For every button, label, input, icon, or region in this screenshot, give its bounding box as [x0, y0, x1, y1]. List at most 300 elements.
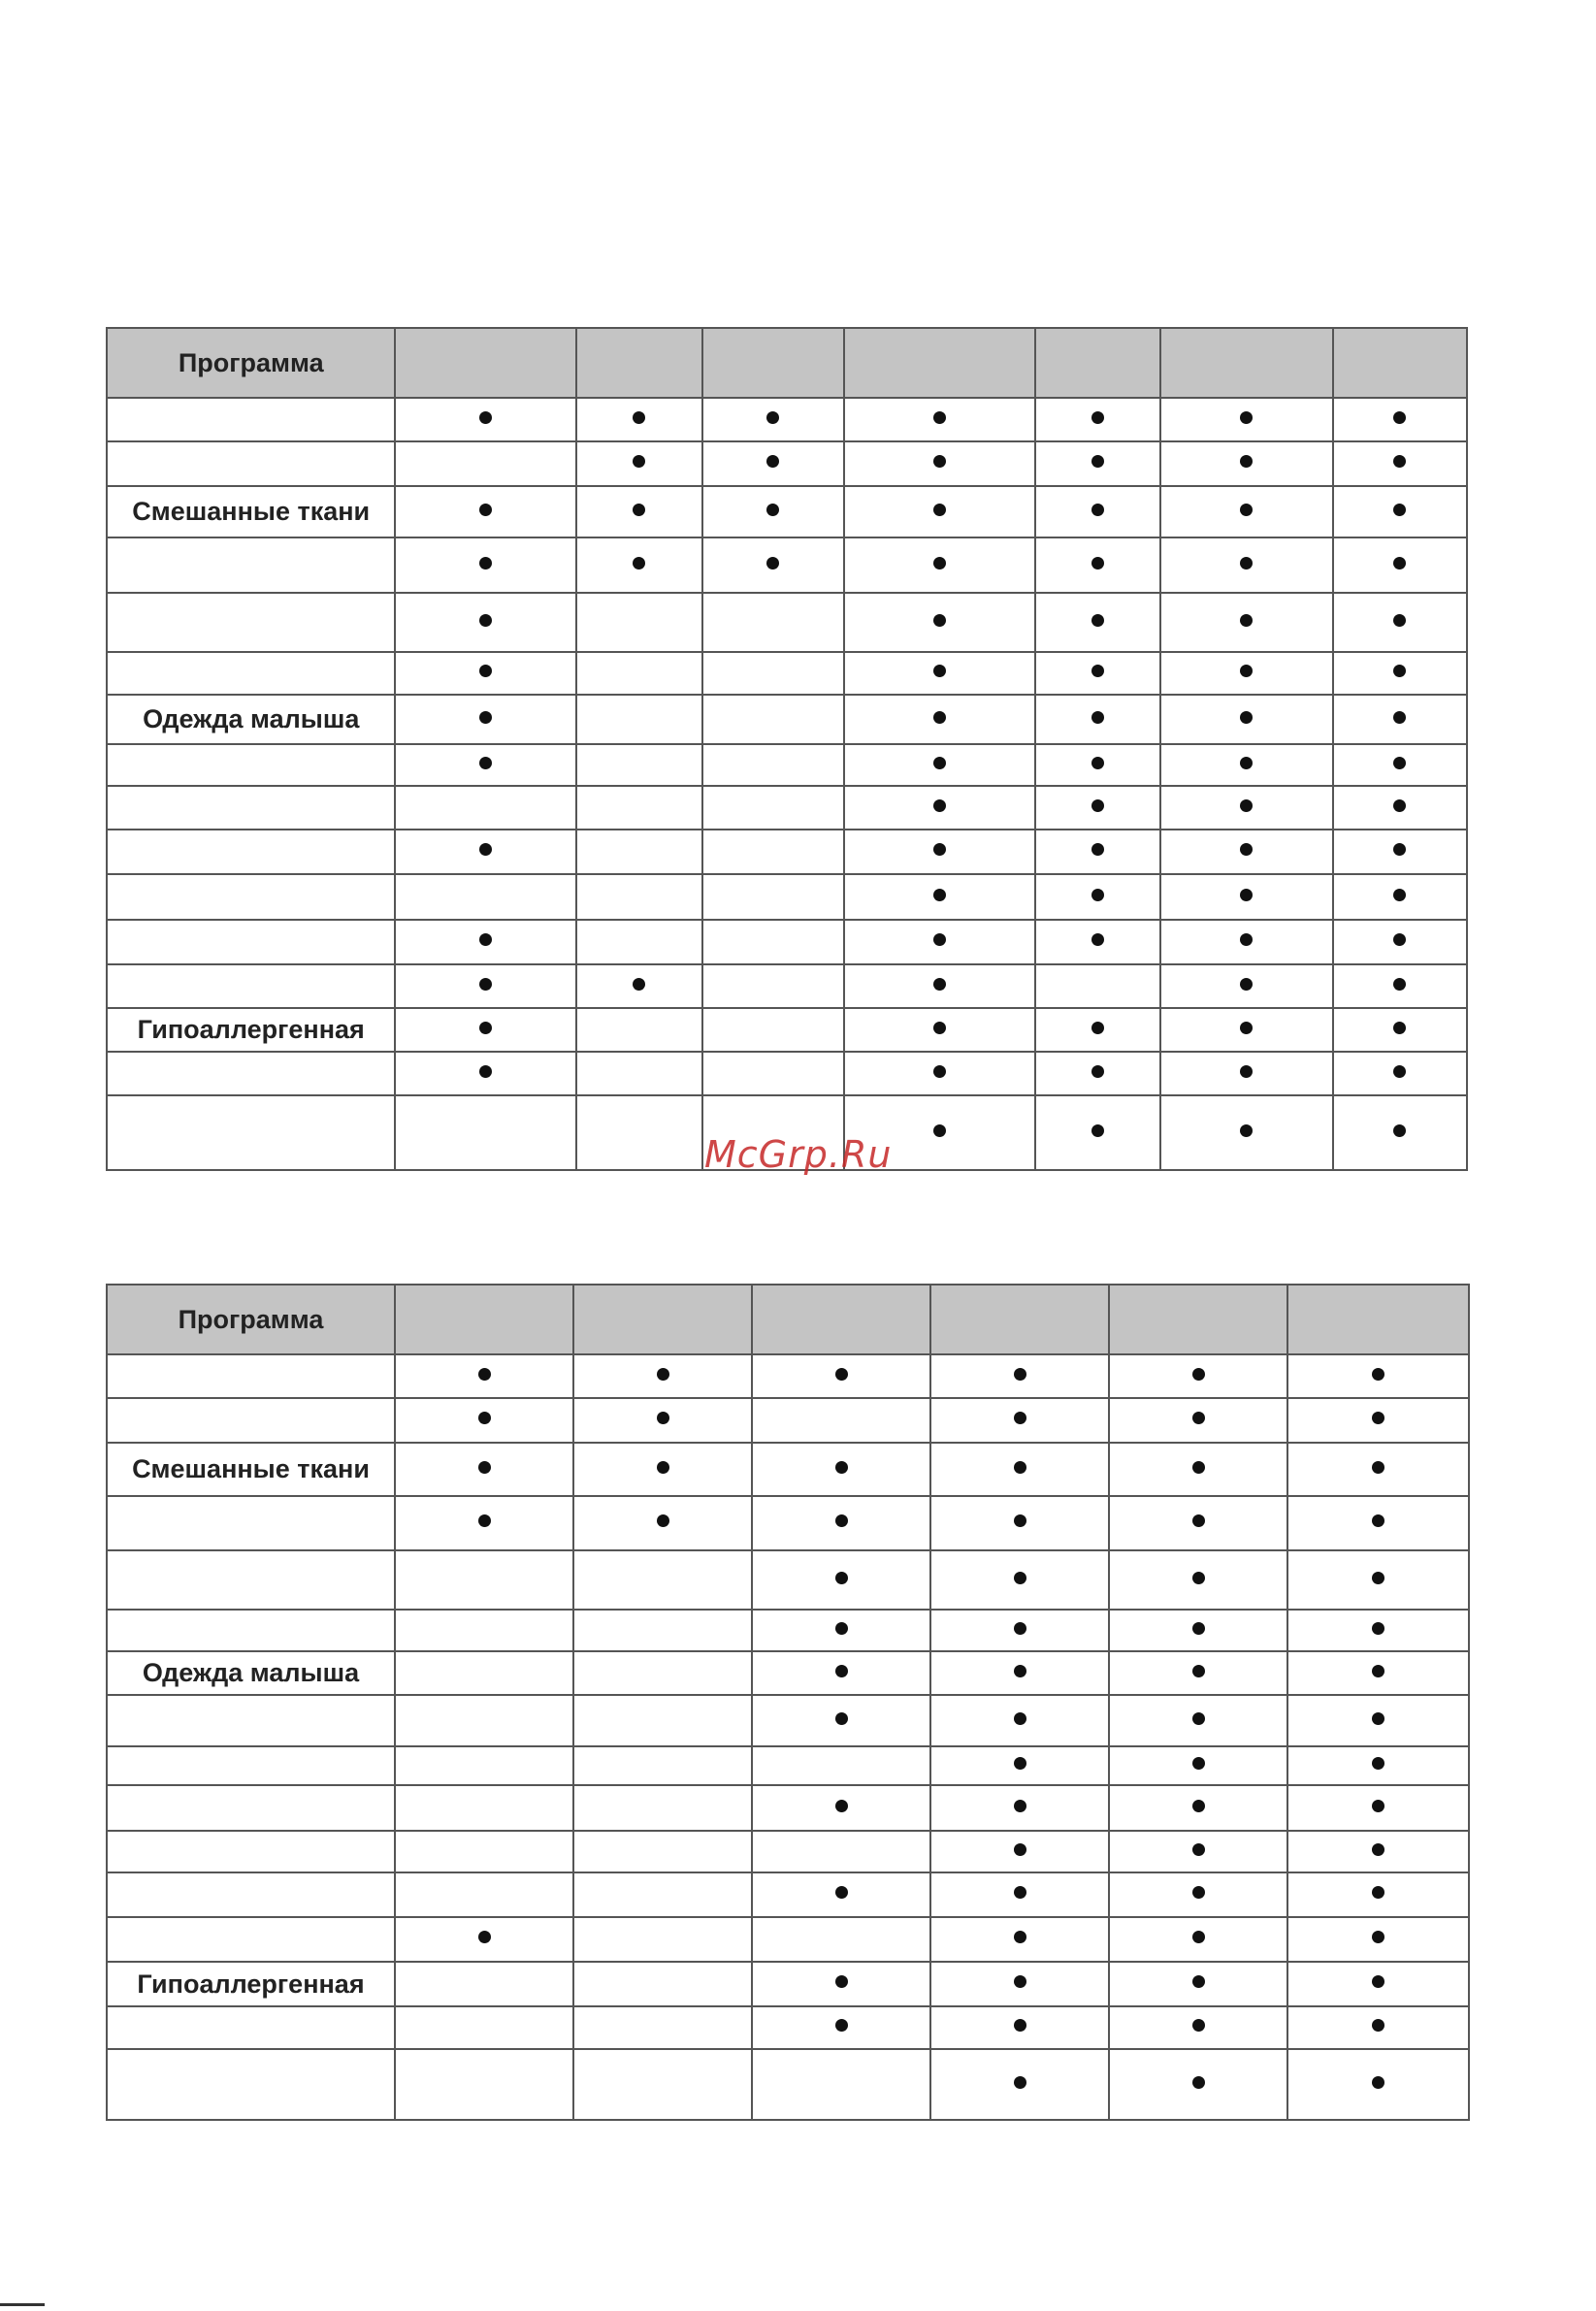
table-cell [1035, 398, 1159, 441]
table-cell [1109, 1872, 1287, 1917]
bullet-mark [479, 614, 492, 627]
table-cell [1109, 1746, 1287, 1785]
bullet-mark [1240, 757, 1253, 769]
table-cell [573, 1872, 752, 1917]
column-header-5 [1109, 1285, 1287, 1354]
table-cell [844, 920, 1035, 964]
bullet-mark [1014, 1514, 1026, 1527]
table-cell [702, 830, 844, 874]
table-row [107, 830, 1467, 874]
table-cell [395, 1008, 575, 1052]
table-cell [1035, 593, 1159, 652]
table-cell [844, 593, 1035, 652]
table-cell [1287, 1550, 1469, 1610]
program-name [107, 1052, 395, 1095]
bullet-mark [1240, 455, 1253, 468]
table-cell [752, 1785, 930, 1831]
bullet-mark [1372, 1843, 1384, 1856]
table-cell [573, 1831, 752, 1872]
bullet-mark [479, 557, 492, 570]
program-table-2 [106, 1284, 1470, 2121]
table-row [107, 1872, 1469, 1917]
table-cell [395, 652, 575, 695]
table-cell [1333, 398, 1467, 441]
table-cell [1333, 1008, 1467, 1052]
table-cell [395, 1695, 573, 1746]
table-row [107, 441, 1467, 486]
bullet-mark [478, 1931, 491, 1943]
program-name [107, 1695, 395, 1746]
column-header-2 [573, 1285, 752, 1354]
program-name [107, 964, 395, 1008]
program-name [107, 1398, 395, 1443]
table-row [107, 1962, 1469, 2006]
table-cell [752, 1354, 930, 1398]
table-cell [1287, 1785, 1469, 1831]
table-cell [1333, 920, 1467, 964]
bullet-mark [1014, 1572, 1026, 1584]
table-cell [1287, 1872, 1469, 1917]
bullet-mark [1372, 1975, 1384, 1988]
bullet-mark [1014, 2019, 1026, 2032]
table-cell [844, 830, 1035, 874]
table-cell [395, 486, 575, 537]
table-cell [930, 1746, 1109, 1785]
table-cell [844, 744, 1035, 786]
bullet-mark [478, 1368, 491, 1381]
table-cell [702, 920, 844, 964]
bullet-mark [1014, 2076, 1026, 2089]
bullet-mark [1192, 1461, 1205, 1474]
table-cell [1035, 1008, 1159, 1052]
bullet-mark [933, 504, 946, 516]
table-row [107, 398, 1467, 441]
bullet-mark [933, 1022, 946, 1034]
bullet-mark [1014, 1461, 1026, 1474]
bullet-mark [1393, 411, 1406, 424]
program-name [107, 441, 395, 486]
bullet-mark [1372, 2019, 1384, 2032]
bullet-mark [1372, 1931, 1384, 1943]
table-cell [1287, 2006, 1469, 2049]
bullet-mark [1192, 1412, 1205, 1424]
table-cell [573, 1962, 752, 2006]
column-header-program: Программа [107, 328, 395, 398]
column-header-5 [1035, 328, 1159, 398]
table-cell [1109, 1550, 1287, 1610]
bullet-mark [835, 1572, 848, 1584]
table-cell [1287, 1496, 1469, 1550]
bullet-mark [933, 614, 946, 627]
page-edge-mark [0, 2303, 45, 2306]
table-row [107, 593, 1467, 652]
table-row [107, 1496, 1469, 1550]
bullet-mark [1091, 757, 1104, 769]
bullet-mark [478, 1412, 491, 1424]
bullet-mark [1014, 1712, 1026, 1725]
bullet-mark [1240, 411, 1253, 424]
column-header-2 [576, 328, 702, 398]
table-cell [930, 2006, 1109, 2049]
bullet-mark [1372, 1514, 1384, 1527]
table-cell [395, 593, 575, 652]
table-cell [1287, 1354, 1469, 1398]
table-row [107, 1354, 1469, 1398]
bullet-mark [1192, 1572, 1205, 1584]
bullet-mark [1393, 799, 1406, 812]
table-cell [1035, 537, 1159, 593]
bullet-mark [835, 1461, 848, 1474]
table-cell [1333, 1095, 1467, 1170]
table-cell [395, 1917, 573, 1962]
program-name [107, 537, 395, 593]
table-cell [1333, 652, 1467, 695]
table-cell [844, 695, 1035, 744]
table-cell [1287, 2049, 1469, 2120]
table-cell [395, 1398, 573, 1443]
bullet-mark [1240, 1022, 1253, 1034]
bullet-mark [1393, 455, 1406, 468]
table-cell [395, 1831, 573, 1872]
table-cell [395, 1443, 573, 1496]
table-cell [752, 1610, 930, 1651]
table-row [107, 2006, 1469, 2049]
program-name [107, 2006, 395, 2049]
bullet-mark [1091, 557, 1104, 570]
bullet-mark [835, 1712, 848, 1725]
program-name [107, 1917, 395, 1962]
bullet-mark [1091, 411, 1104, 424]
program-name [107, 2049, 395, 2120]
table-cell [1160, 920, 1333, 964]
table-cell [395, 2049, 573, 2120]
table-cell [1333, 964, 1467, 1008]
bullet-mark [1393, 1124, 1406, 1137]
program-name: Смешанные ткани [107, 1443, 395, 1496]
bullet-mark [1372, 1800, 1384, 1812]
bullet-mark [1393, 1022, 1406, 1034]
table-cell [1160, 1095, 1333, 1170]
table-cell [1333, 830, 1467, 874]
table-cell [395, 537, 575, 593]
table-cell [702, 874, 844, 920]
table-cell [1109, 1962, 1287, 2006]
bullet-mark [1091, 933, 1104, 946]
program-name [107, 1831, 395, 1872]
bullet-mark [933, 1065, 946, 1078]
bullet-mark [657, 1461, 669, 1474]
table-cell [1035, 786, 1159, 830]
bullet-mark [1393, 757, 1406, 769]
bullet-mark [1240, 843, 1253, 856]
bullet-mark [478, 1514, 491, 1527]
table-cell [752, 1443, 930, 1496]
table-row [107, 744, 1467, 786]
bullet-mark [1014, 1412, 1026, 1424]
table-cell [395, 964, 575, 1008]
bullet-mark [1014, 1843, 1026, 1856]
table-cell [844, 1052, 1035, 1095]
bullet-mark [1091, 504, 1104, 516]
table-row [107, 1008, 1467, 1052]
bullet-mark [1192, 1757, 1205, 1770]
table-cell [1287, 1651, 1469, 1695]
table-cell [930, 1496, 1109, 1550]
table-cell [576, 786, 702, 830]
table-cell [395, 830, 575, 874]
bullet-mark [1393, 843, 1406, 856]
bullet-mark [1372, 1368, 1384, 1381]
bullet-mark [1393, 933, 1406, 946]
table-cell [1287, 1917, 1469, 1962]
bullet-mark [1014, 1368, 1026, 1381]
bullet-mark [766, 504, 779, 516]
bullet-mark [657, 1412, 669, 1424]
table-cell [395, 920, 575, 964]
table-cell [1035, 1095, 1159, 1170]
table-cell [1109, 1831, 1287, 1872]
table-cell [752, 1550, 930, 1610]
table-cell [930, 1831, 1109, 1872]
table-cell [1109, 1496, 1287, 1550]
watermark: McGrp.Ru [704, 1133, 893, 1176]
bullet-mark [1192, 1931, 1205, 1943]
table-cell [930, 1398, 1109, 1443]
table-row [107, 652, 1467, 695]
column-header-6 [1160, 328, 1333, 398]
table-cell [844, 874, 1035, 920]
bullet-mark [1192, 1800, 1205, 1812]
table-cell [1287, 1610, 1469, 1651]
program-name [107, 1354, 395, 1398]
table-cell [752, 2049, 930, 2120]
table-cell [1160, 1008, 1333, 1052]
bullet-mark [1091, 1022, 1104, 1034]
column-header-program: Программа [107, 1285, 395, 1354]
bullet-mark [1192, 1368, 1205, 1381]
table-cell [1035, 874, 1159, 920]
table-cell [752, 1917, 930, 1962]
bullet-mark [1091, 665, 1104, 677]
table-row [107, 695, 1467, 744]
table-row [107, 920, 1467, 964]
table-cell [1109, 2006, 1287, 2049]
bullet-mark [835, 1514, 848, 1527]
table-cell [1287, 1831, 1469, 1872]
table-cell [1109, 1610, 1287, 1651]
bullet-mark [1192, 2019, 1205, 2032]
table-cell [573, 1398, 752, 1443]
bullet-mark [1014, 1757, 1026, 1770]
bullet-mark [479, 665, 492, 677]
table-row [107, 1831, 1469, 1872]
table-cell [1333, 1052, 1467, 1095]
bullet-mark [1091, 711, 1104, 724]
table-cell [930, 2049, 1109, 2120]
bullet-mark [1091, 843, 1104, 856]
bullet-mark [933, 933, 946, 946]
bullet-mark [1014, 1800, 1026, 1812]
table-cell [752, 1962, 930, 2006]
bullet-mark [933, 1124, 946, 1137]
bullet-mark [1393, 614, 1406, 627]
column-header-3 [702, 328, 844, 398]
bullet-mark [479, 411, 492, 424]
bullet-mark [1240, 799, 1253, 812]
table-cell [573, 1354, 752, 1398]
table-cell [576, 964, 702, 1008]
table-cell [844, 964, 1035, 1008]
table-cell [1035, 695, 1159, 744]
bullet-mark [1091, 799, 1104, 812]
program-name [107, 1095, 395, 1170]
bullet-mark [1192, 1843, 1205, 1856]
table-cell [576, 486, 702, 537]
bullet-mark [1372, 2076, 1384, 2089]
table-cell [752, 2006, 930, 2049]
bullet-mark [657, 1514, 669, 1527]
bullet-mark [657, 1368, 669, 1381]
table-cell [752, 1398, 930, 1443]
table-cell [1287, 1695, 1469, 1746]
table-cell [844, 1008, 1035, 1052]
program-name [107, 593, 395, 652]
program-name: Одежда малыша [107, 695, 395, 744]
bullet-mark [1393, 978, 1406, 991]
table-row [107, 1052, 1467, 1095]
table-cell [702, 1008, 844, 1052]
table-row [107, 537, 1467, 593]
table-cell [1109, 1398, 1287, 1443]
bullet-mark [1240, 978, 1253, 991]
bullet-mark [1014, 1975, 1026, 1988]
table-row [107, 874, 1467, 920]
bullet-mark [1372, 1665, 1384, 1677]
table-cell [1035, 486, 1159, 537]
bullet-mark [479, 843, 492, 856]
table-cell [1160, 830, 1333, 874]
table-cell [395, 786, 575, 830]
bullet-mark [1393, 504, 1406, 516]
table-cell [1035, 964, 1159, 1008]
table-cell [1333, 593, 1467, 652]
table-cell [576, 537, 702, 593]
bullet-mark [633, 978, 645, 991]
table-cell [702, 744, 844, 786]
table-cell [576, 920, 702, 964]
program-name [107, 1610, 395, 1651]
bullet-mark [766, 557, 779, 570]
bullet-mark [633, 411, 645, 424]
table-cell [702, 398, 844, 441]
table-cell [702, 695, 844, 744]
program-name: Смешанные ткани [107, 486, 395, 537]
table-row [107, 1746, 1469, 1785]
bullet-mark [1393, 889, 1406, 901]
table-row [107, 1610, 1469, 1651]
table-cell [1109, 1695, 1287, 1746]
bullet-mark [933, 557, 946, 570]
table-cell [1035, 652, 1159, 695]
bullet-mark [1192, 1886, 1205, 1899]
bullet-mark [633, 504, 645, 516]
bullet-mark [633, 557, 645, 570]
column-header-7 [1333, 328, 1467, 398]
bullet-mark [933, 757, 946, 769]
table-cell [1333, 441, 1467, 486]
bullet-mark [1240, 614, 1253, 627]
bullet-mark [1372, 1886, 1384, 1899]
bullet-mark [835, 1800, 848, 1812]
program-name [107, 830, 395, 874]
bullet-mark [1372, 1412, 1384, 1424]
bullet-mark [1091, 455, 1104, 468]
bullet-mark [1192, 2076, 1205, 2089]
table-cell [844, 537, 1035, 593]
program-name [107, 874, 395, 920]
program-name: Одежда малыша [107, 1651, 395, 1695]
table-cell [573, 1917, 752, 1962]
bullet-mark [766, 455, 779, 468]
table-cell [1035, 1052, 1159, 1095]
table-cell [395, 1354, 573, 1398]
bullet-mark [1393, 711, 1406, 724]
bullet-mark [479, 1065, 492, 1078]
table-cell [576, 695, 702, 744]
table-cell [1160, 695, 1333, 744]
bullet-mark [1240, 1065, 1253, 1078]
table-cell [844, 652, 1035, 695]
table-cell [395, 441, 575, 486]
table-row [107, 1785, 1469, 1831]
column-header-3 [752, 1285, 930, 1354]
bullet-mark [1393, 665, 1406, 677]
bullet-mark [933, 843, 946, 856]
table-cell [1333, 744, 1467, 786]
table-cell [702, 652, 844, 695]
table-cell [573, 1651, 752, 1695]
bullet-mark [1192, 1665, 1205, 1677]
table-cell [395, 1610, 573, 1651]
table-row [107, 1398, 1469, 1443]
column-header-4 [930, 1285, 1109, 1354]
bullet-mark [933, 455, 946, 468]
bullet-mark [1240, 933, 1253, 946]
table-cell [1287, 1962, 1469, 2006]
table-cell [1333, 874, 1467, 920]
table-cell [1109, 1443, 1287, 1496]
table-row [107, 786, 1467, 830]
table-cell [1035, 744, 1159, 786]
table-row [107, 964, 1467, 1008]
table-cell [1035, 441, 1159, 486]
table-cell [1160, 964, 1333, 1008]
table-cell [1333, 537, 1467, 593]
table-cell [395, 695, 575, 744]
bullet-mark [835, 1368, 848, 1381]
program-name [107, 1496, 395, 1550]
table-cell [395, 398, 575, 441]
table-cell [576, 652, 702, 695]
table-cell [573, 1695, 752, 1746]
table-cell [1160, 786, 1333, 830]
bullet-mark [1014, 1931, 1026, 1943]
table-cell [395, 1651, 573, 1695]
bullet-mark [633, 455, 645, 468]
table-cell [573, 1443, 752, 1496]
bullet-mark [1240, 557, 1253, 570]
bullet-mark [766, 411, 779, 424]
